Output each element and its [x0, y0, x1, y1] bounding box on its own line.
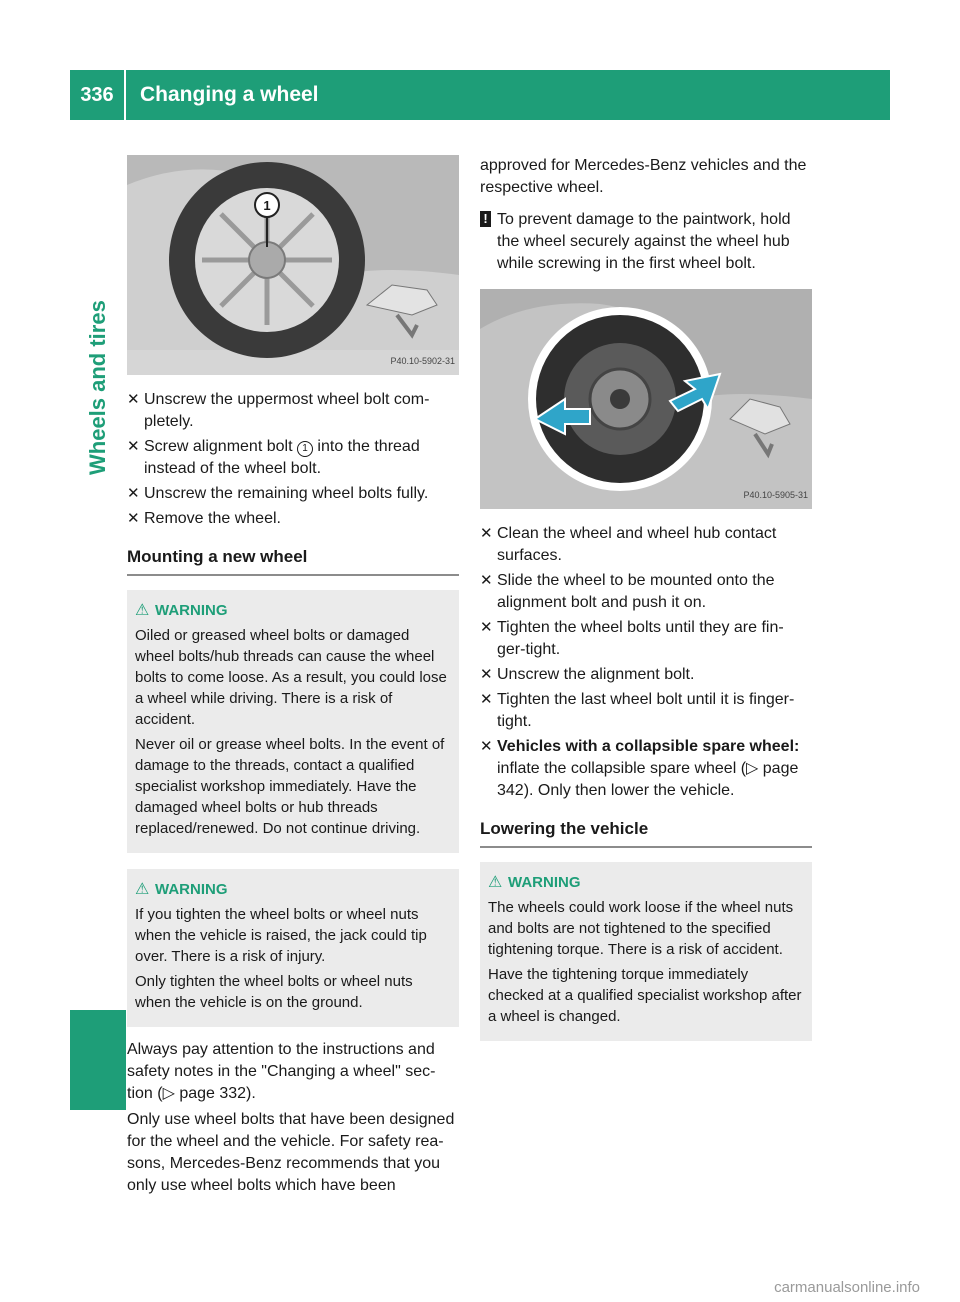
warning-label: WARNING [155, 602, 228, 619]
step-arrow-icon: ✕ [127, 485, 140, 502]
body-paragraph: approved for Mercedes-Benz vehicles and the respective wheel. [480, 157, 807, 196]
warning-text: Have the tightening torque immediately checked at a qualified specialist workshop after a wheel is changed. [488, 966, 802, 1025]
body-paragraph: Only use wheel bolts that have been designed for the wheel and the vehicle. For safety rea-sons, Mercedes-Benz recommends that you only use wheel bolts which have been [127, 1111, 455, 1194]
warning-label: WARNING [155, 881, 228, 898]
figure-remove-wheel [127, 155, 459, 375]
heading-mounting: Mounting a new wheel [127, 546, 459, 576]
page-header [70, 70, 890, 120]
wheel-illustration [127, 155, 459, 375]
damage-note: ! To prevent damage to the paintwork, hold the wheel securely against the wheel hub while screwing in the first wheel bolt. [480, 209, 812, 275]
figure-code: P40.10-5905-31 [743, 490, 808, 500]
step-arrow-icon: ✕ [480, 738, 493, 755]
step-arrow-icon: ✕ [480, 525, 493, 542]
step-arrow-icon: ✕ [480, 619, 493, 636]
warning-box [480, 862, 812, 1041]
warning-text: Only tighten the wheel bolts or wheel nuts when the vehicle is on the ground. [135, 973, 413, 1011]
step-item: ✕ Unscrew the remaining wheel bolts fully. [127, 483, 459, 505]
chapter-label: Wheels and tires [85, 300, 110, 475]
warning-triangle-icon: ⚠ [135, 881, 150, 898]
warning-text: If you tighten the wheel bolts or wheel nuts when the vehicle is raised, the jack could tip over. There is a risk of injury. [135, 906, 427, 965]
step-item: ✕ Vehicles with a collapsible spare wheel: inflate the collapsible spare wheel (▷ page 342). Only then lower the vehicle. [480, 738, 800, 799]
figure-code: P40.10-5902-31 [390, 356, 455, 366]
step-item: ✕ Tighten the wheel bolts until they are fin-ger-tight. [480, 619, 784, 658]
step-item: ✕ Clean the wheel and wheel hub contact surfaces. [480, 525, 777, 564]
page-number: 336 [70, 70, 126, 120]
chapter-marker-block [70, 1010, 126, 1110]
spare-wheel-illustration [480, 289, 812, 509]
figure-callout-1: 1 [263, 198, 271, 213]
step-arrow-icon: ✕ [127, 391, 140, 408]
right-column [480, 155, 812, 1041]
chapter-side-tab [70, 120, 126, 1232]
step-item: ✕ Unscrew the uppermost wheel bolt com-pletely. [127, 391, 430, 430]
warning-text: The wheels could work loose if the wheel nuts and bolts are not tightened to the specified tightening torque. There is a risk of accident. [488, 899, 794, 958]
mounting-steps [480, 523, 812, 802]
warning-text: Never oil or grease wheel bolts. In the event of damage to the threads, contact a qualified specialist workshop immediately. Have the damaged wheel bolts or hub threads replaced/renewed. Do not continue driving. [135, 736, 445, 837]
heading-lowering: Lowering the vehicle [480, 818, 812, 848]
warning-text: Oiled or greased wheel bolts or damaged wheel bolts/hub threads can cause the wheel bolts to come loose. As a result, you could lose a wheel while driving. There is a risk of accident. [135, 627, 447, 728]
step-arrow-icon: ✕ [127, 510, 140, 527]
warning-label: WARNING [508, 874, 581, 891]
step-arrow-icon: ✕ [480, 666, 493, 683]
step-arrow-icon: ✕ [480, 691, 493, 708]
step-item: ✕ Remove the wheel. [127, 508, 459, 530]
figure-mount-wheel [480, 289, 812, 509]
warning-triangle-icon: ⚠ [135, 602, 150, 619]
site-watermark: carmanualsonline.info [774, 1279, 920, 1296]
removal-steps [127, 389, 459, 530]
step-item: ✕ Slide the wheel to be mounted onto the alignment bolt and push it on. [480, 572, 775, 611]
body-paragraph: Always pay attention to the instructions and safety notes in the "Changing a wheel" sec-tion (▷ page 332). [127, 1041, 436, 1102]
step-item: ✕ Unscrew the alignment bolt. [480, 664, 812, 686]
step-arrow-icon: ✕ [127, 438, 140, 455]
warning-box [127, 869, 459, 1027]
left-column [127, 155, 459, 1201]
step-item: ✕ Screw alignment bolt 1 into the thread instead of the wheel bolt. [127, 438, 420, 477]
callout-circle: 1 [297, 441, 313, 457]
section-title: Changing a wheel [140, 83, 319, 106]
step-arrow-icon: ✕ [480, 572, 493, 589]
warning-triangle-icon: ⚠ [488, 874, 503, 891]
step-item: ✕ Tighten the last wheel bolt until it is finger-tight. [480, 691, 795, 730]
warning-box [127, 590, 459, 853]
exclamation-icon: ! [480, 211, 491, 227]
